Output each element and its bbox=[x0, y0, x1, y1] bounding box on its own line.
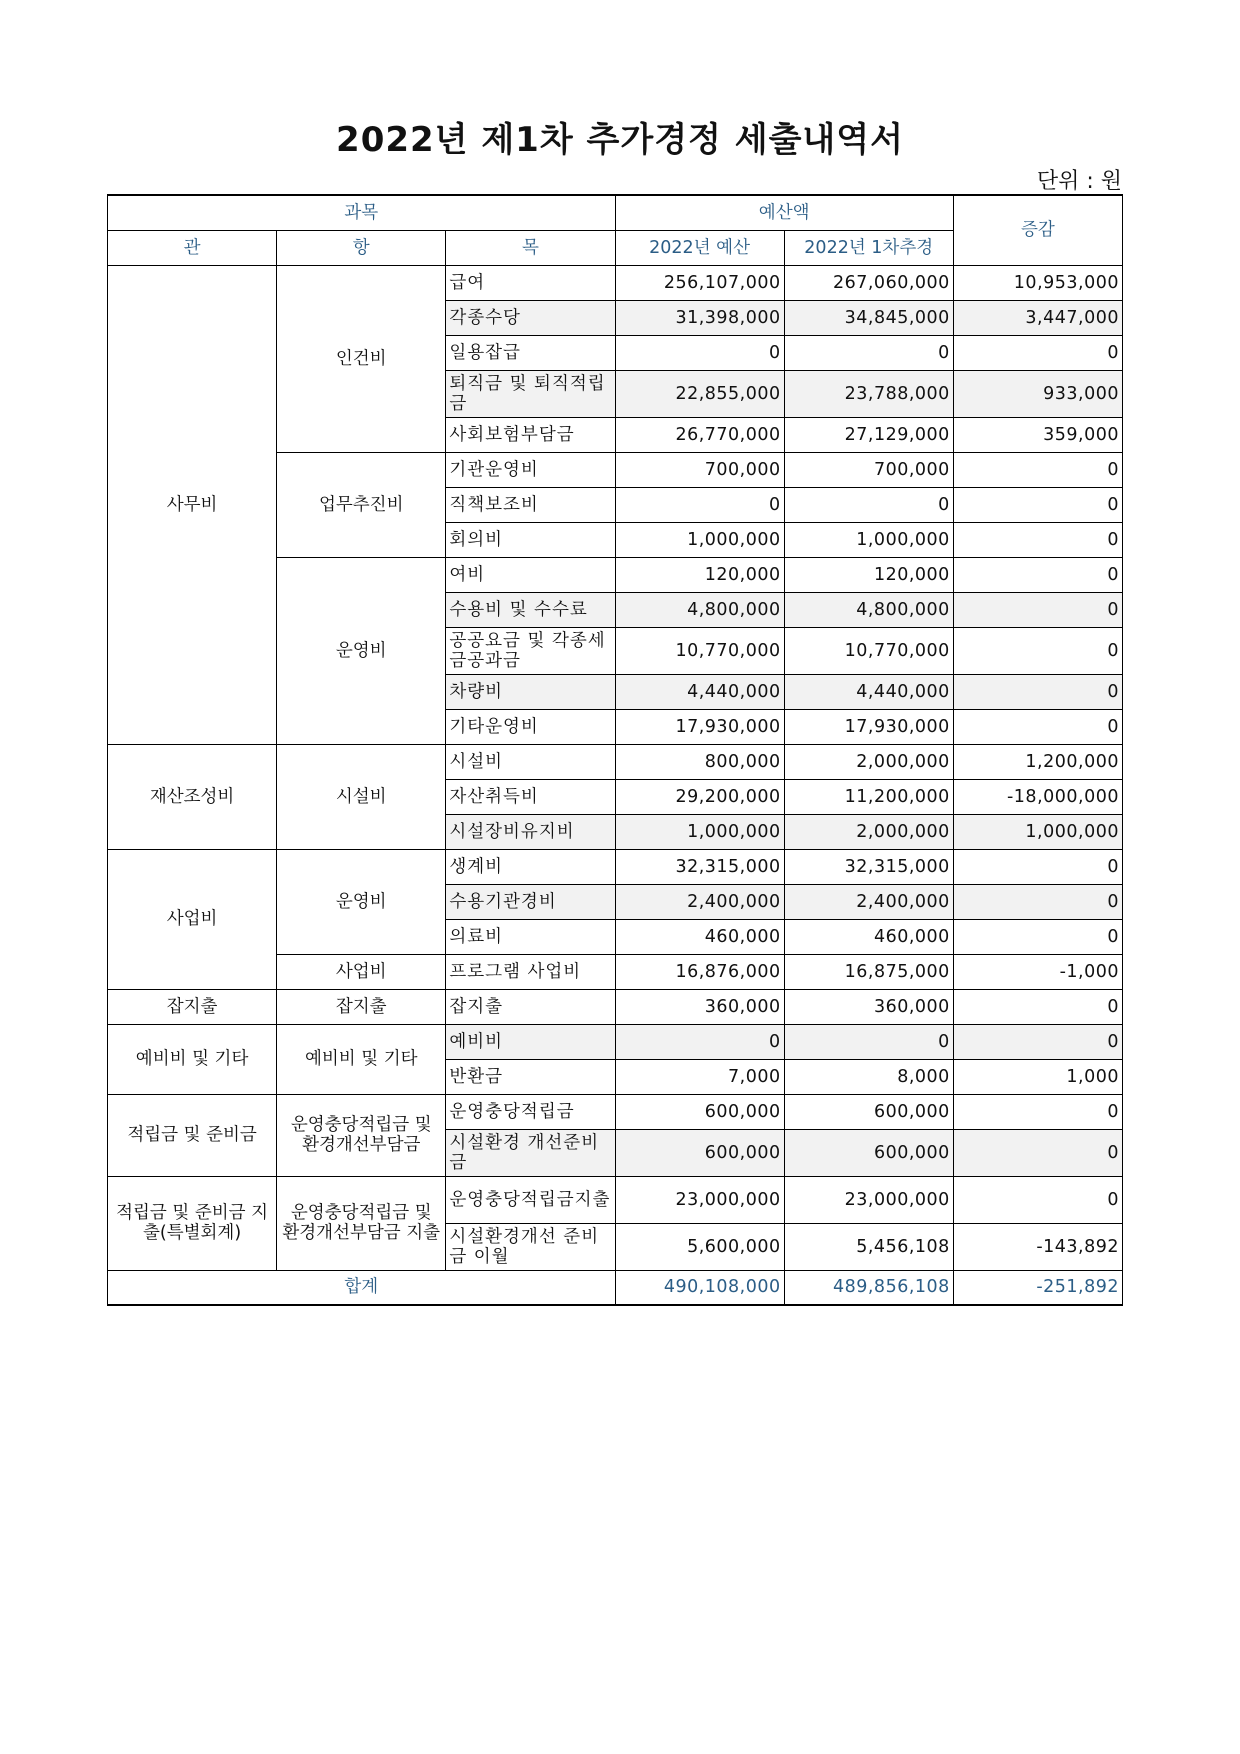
change-cell: 0 bbox=[953, 335, 1122, 370]
budget-cell: 256,107,000 bbox=[615, 265, 784, 300]
total-label: 합계 bbox=[108, 1270, 616, 1305]
change-cell: 10,953,000 bbox=[953, 265, 1122, 300]
mok-cell: 여비 bbox=[446, 557, 615, 592]
change-cell: 0 bbox=[953, 487, 1122, 522]
budget-cell: 29,200,000 bbox=[615, 779, 784, 814]
gwan-cell: 잡지출 bbox=[108, 989, 277, 1024]
change-cell: 0 bbox=[953, 592, 1122, 627]
change-cell: 0 bbox=[953, 557, 1122, 592]
hang-cell: 업무추진비 bbox=[277, 452, 446, 557]
revised-cell: 267,060,000 bbox=[784, 265, 953, 300]
gwan-cell: 예비비 및 기타 bbox=[108, 1024, 277, 1094]
mok-cell: 각종수당 bbox=[446, 300, 615, 335]
revised-cell: 2,000,000 bbox=[784, 814, 953, 849]
mok-cell: 시설환경개선 준비금 이월 bbox=[446, 1223, 615, 1270]
budget-cell: 5,600,000 bbox=[615, 1223, 784, 1270]
revised-cell: 4,440,000 bbox=[784, 674, 953, 709]
total-revised: 489,856,108 bbox=[784, 1270, 953, 1305]
revised-cell: 1,000,000 bbox=[784, 522, 953, 557]
budget-cell: 31,398,000 bbox=[615, 300, 784, 335]
header-2022-revised: 2022년 1차추경 bbox=[784, 230, 953, 265]
header-mok: 목 bbox=[446, 230, 615, 265]
mok-cell: 기관운영비 bbox=[446, 452, 615, 487]
gwan-cell: 사무비 bbox=[108, 265, 277, 744]
revised-cell: 0 bbox=[784, 487, 953, 522]
revised-cell: 2,400,000 bbox=[784, 884, 953, 919]
mok-cell: 운영충당적립금 bbox=[446, 1094, 615, 1129]
revised-cell: 4,800,000 bbox=[784, 592, 953, 627]
budget-cell: 1,000,000 bbox=[615, 814, 784, 849]
mok-cell: 기타운영비 bbox=[446, 709, 615, 744]
revised-cell: 120,000 bbox=[784, 557, 953, 592]
revised-cell: 600,000 bbox=[784, 1129, 953, 1176]
header-gwamok: 과목 bbox=[108, 195, 616, 230]
budget-cell: 120,000 bbox=[615, 557, 784, 592]
change-cell: 0 bbox=[953, 452, 1122, 487]
mok-cell: 차량비 bbox=[446, 674, 615, 709]
change-cell: 1,000 bbox=[953, 1059, 1122, 1094]
budget-cell: 7,000 bbox=[615, 1059, 784, 1094]
hang-cell: 운영비 bbox=[277, 849, 446, 954]
revised-cell: 17,930,000 bbox=[784, 709, 953, 744]
mok-cell: 시설장비유지비 bbox=[446, 814, 615, 849]
budget-cell: 0 bbox=[615, 335, 784, 370]
revised-cell: 32,315,000 bbox=[784, 849, 953, 884]
budget-cell: 600,000 bbox=[615, 1129, 784, 1176]
mok-cell: 생계비 bbox=[446, 849, 615, 884]
mok-cell: 수용기관경비 bbox=[446, 884, 615, 919]
header-budget: 예산액 bbox=[615, 195, 953, 230]
change-cell: 0 bbox=[953, 709, 1122, 744]
change-cell: -18,000,000 bbox=[953, 779, 1122, 814]
budget-cell: 10,770,000 bbox=[615, 627, 784, 674]
mok-cell: 반환금 bbox=[446, 1059, 615, 1094]
revised-cell: 10,770,000 bbox=[784, 627, 953, 674]
mok-cell: 예비비 bbox=[446, 1024, 615, 1059]
header-2022-budget: 2022년 예산 bbox=[615, 230, 784, 265]
budget-cell: 16,876,000 bbox=[615, 954, 784, 989]
mok-cell: 일용잡급 bbox=[446, 335, 615, 370]
revised-cell: 700,000 bbox=[784, 452, 953, 487]
change-cell: 0 bbox=[953, 1129, 1122, 1176]
table-row bbox=[108, 1176, 1123, 1223]
revised-cell: 27,129,000 bbox=[784, 417, 953, 452]
hang-cell: 인건비 bbox=[277, 265, 446, 452]
header-hang: 항 bbox=[277, 230, 446, 265]
gwan-cell: 적립금 및 준비금 bbox=[108, 1094, 277, 1176]
budget-table bbox=[107, 194, 1123, 1306]
change-cell: 1,000,000 bbox=[953, 814, 1122, 849]
budget-cell: 4,440,000 bbox=[615, 674, 784, 709]
budget-cell: 800,000 bbox=[615, 744, 784, 779]
change-cell: 0 bbox=[953, 627, 1122, 674]
revised-cell: 11,200,000 bbox=[784, 779, 953, 814]
mok-cell: 퇴직금 및 퇴직적립금 bbox=[446, 370, 615, 417]
budget-cell: 1,000,000 bbox=[615, 522, 784, 557]
revised-cell: 23,000,000 bbox=[784, 1176, 953, 1223]
revised-cell: 0 bbox=[784, 335, 953, 370]
mok-cell: 시설환경 개선준비금 bbox=[446, 1129, 615, 1176]
budget-cell: 360,000 bbox=[615, 989, 784, 1024]
budget-cell: 17,930,000 bbox=[615, 709, 784, 744]
hang-cell: 운영충당적립금 및 환경개선부담금 지출 bbox=[277, 1176, 446, 1270]
change-cell: 0 bbox=[953, 1024, 1122, 1059]
revised-cell: 23,788,000 bbox=[784, 370, 953, 417]
change-cell: 0 bbox=[953, 919, 1122, 954]
page-title: 2022년 제1차 추가경정 세출내역서 bbox=[336, 120, 904, 160]
header-gwan: 관 bbox=[108, 230, 277, 265]
hang-cell: 운영비 bbox=[277, 557, 446, 744]
budget-cell: 0 bbox=[615, 487, 784, 522]
mok-cell: 프로그램 사업비 bbox=[446, 954, 615, 989]
hang-cell: 운영충당적립금 및 환경개선부담금 bbox=[277, 1094, 446, 1176]
hang-cell: 잡지출 bbox=[277, 989, 446, 1024]
mok-cell: 급여 bbox=[446, 265, 615, 300]
table-row bbox=[108, 1094, 1123, 1129]
budget-cell: 23,000,000 bbox=[615, 1176, 784, 1223]
change-cell: 1,200,000 bbox=[953, 744, 1122, 779]
change-cell: 359,000 bbox=[953, 417, 1122, 452]
revised-cell: 0 bbox=[784, 1024, 953, 1059]
revised-cell: 360,000 bbox=[784, 989, 953, 1024]
mok-cell: 의료비 bbox=[446, 919, 615, 954]
mok-cell: 시설비 bbox=[446, 744, 615, 779]
gwan-cell: 재산조성비 bbox=[108, 744, 277, 849]
change-cell: 0 bbox=[953, 1094, 1122, 1129]
mok-cell: 수용비 및 수수료 bbox=[446, 592, 615, 627]
revised-cell: 8,000 bbox=[784, 1059, 953, 1094]
mok-cell: 직책보조비 bbox=[446, 487, 615, 522]
revised-cell: 460,000 bbox=[784, 919, 953, 954]
budget-cell: 4,800,000 bbox=[615, 592, 784, 627]
budget-cell: 0 bbox=[615, 1024, 784, 1059]
header-row-1 bbox=[108, 195, 1123, 230]
budget-cell: 26,770,000 bbox=[615, 417, 784, 452]
hang-cell: 사업비 bbox=[277, 954, 446, 989]
budget-cell: 600,000 bbox=[615, 1094, 784, 1129]
table-row bbox=[108, 989, 1123, 1024]
mok-cell: 회의비 bbox=[446, 522, 615, 557]
gwan-cell: 적립금 및 준비금 지출(특별회계) bbox=[108, 1176, 277, 1270]
change-cell: 0 bbox=[953, 674, 1122, 709]
budget-cell: 460,000 bbox=[615, 919, 784, 954]
total-row bbox=[108, 1270, 1123, 1305]
budget-cell: 22,855,000 bbox=[615, 370, 784, 417]
total-change: -251,892 bbox=[953, 1270, 1122, 1305]
mok-cell: 자산취득비 bbox=[446, 779, 615, 814]
mok-cell: 잡지출 bbox=[446, 989, 615, 1024]
revised-cell: 2,000,000 bbox=[784, 744, 953, 779]
table-row bbox=[108, 1024, 1123, 1059]
table-row bbox=[108, 265, 1123, 300]
change-cell: 0 bbox=[953, 884, 1122, 919]
change-cell: 0 bbox=[953, 1176, 1122, 1223]
change-cell: 0 bbox=[953, 849, 1122, 884]
budget-cell: 700,000 bbox=[615, 452, 784, 487]
header-change: 증감 bbox=[953, 195, 1122, 265]
mok-cell: 공공요금 및 각종세금공과금 bbox=[446, 627, 615, 674]
revised-cell: 600,000 bbox=[784, 1094, 953, 1129]
unit-label: 단위 : 원 bbox=[1036, 169, 1122, 194]
change-cell: 0 bbox=[953, 522, 1122, 557]
change-cell: 0 bbox=[953, 989, 1122, 1024]
table-row bbox=[108, 744, 1123, 779]
hang-cell: 시설비 bbox=[277, 744, 446, 849]
change-cell: -143,892 bbox=[953, 1223, 1122, 1270]
mok-cell: 사회보험부담금 bbox=[446, 417, 615, 452]
table-row bbox=[108, 849, 1123, 884]
revised-cell: 16,875,000 bbox=[784, 954, 953, 989]
hang-cell: 예비비 및 기타 bbox=[277, 1024, 446, 1094]
gwan-cell: 사업비 bbox=[108, 849, 277, 989]
change-cell: 933,000 bbox=[953, 370, 1122, 417]
total-budget: 490,108,000 bbox=[615, 1270, 784, 1305]
budget-cell: 32,315,000 bbox=[615, 849, 784, 884]
revised-cell: 34,845,000 bbox=[784, 300, 953, 335]
change-cell: -1,000 bbox=[953, 954, 1122, 989]
change-cell: 3,447,000 bbox=[953, 300, 1122, 335]
revised-cell: 5,456,108 bbox=[784, 1223, 953, 1270]
budget-cell: 2,400,000 bbox=[615, 884, 784, 919]
mok-cell: 운영충당적립금지출 bbox=[446, 1176, 615, 1223]
